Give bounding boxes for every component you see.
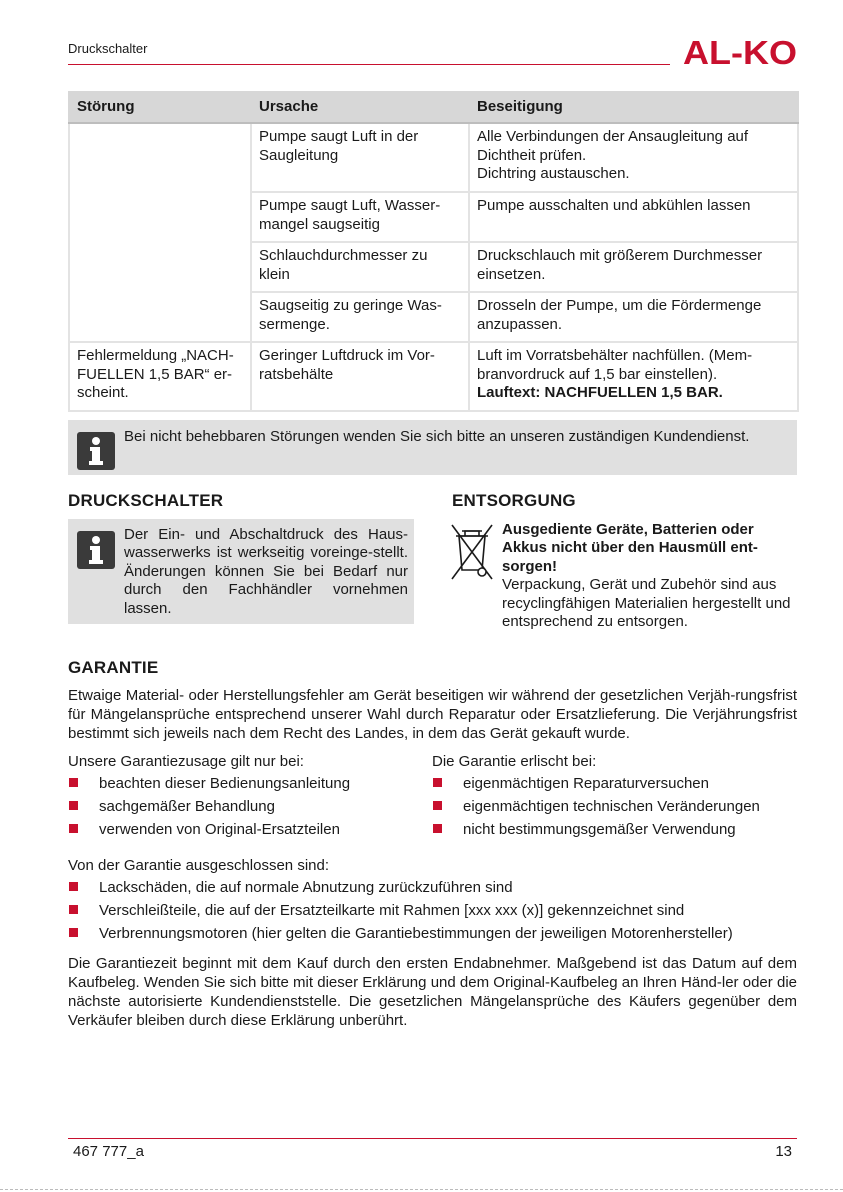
table-cell-ursache: Schlauchdurchmesser zu klein bbox=[251, 242, 469, 292]
al-ko-logo bbox=[683, 37, 797, 67]
table-cell-beseitigung: Drosseln der Pumpe, um die Fördermenge anzupassen. bbox=[469, 292, 798, 342]
page-number: 13 bbox=[775, 1143, 792, 1160]
header-title: Druckschalter bbox=[68, 41, 148, 56]
document-number: 467 777_a bbox=[73, 1143, 144, 1160]
list-item: eigenmächtigen Reparaturversuchen bbox=[432, 774, 760, 797]
disposal-text bbox=[502, 521, 798, 631]
info-icon bbox=[77, 432, 115, 470]
disposal-info: Verpackung, Gerät und Zubehör sind aus recyclingfähigen Materialien hergestellt und entsprechend zu entsorgen. bbox=[502, 576, 791, 631]
list-item: Lackschäden, die auf normale Abnutzung zurückzuführen sind bbox=[68, 878, 733, 901]
valid-list-title: Unsere Garantiezusage gilt nur bei: bbox=[68, 753, 304, 770]
disposal-warning: Ausgediente Geräte, Batterien oder Akkus nicht über den Hausmüll ent-sorgen! bbox=[502, 521, 758, 575]
list-item: sachgemäßer Behandlung bbox=[68, 797, 350, 820]
remedy-line: Luft im Vorratsbehälter nachfüllen. (Mem-branvordruck auf 1,5 bar einstellen). bbox=[477, 347, 753, 383]
garantie-closing: Die Garantiezeit beginnt mit dem Kauf durch den ersten Endabnehmer. Maßgebend ist das Datum auf dem Kaufbeleg. Wenden Sie sich bitte mit dieser Erklärung und dem Original-Kaufbeleg an Ihren Händ-ler oder die nächste autorisierte Kundendienststelle. Die gesetzlichen Mängelansprüche des Käufers gegenüber dem Verkäufer bleiben durch diese Erklärung unberührt. bbox=[68, 955, 797, 1029]
info-icon bbox=[77, 531, 115, 569]
garantie-intro: Etwaige Material- oder Herstellungsfehler am Gerät beseitigen wir während der gesetzlichen Verjäh-rungsfrist für Mängelansprüche entsprechend unserer Wahl durch Reparatur oder Ersatzlieferung. Die Verjährungsfrist bestimmt sich jeweils nach dem Recht des Landes, in dem das Gerät gekauft wurde. bbox=[68, 687, 797, 742]
table-cell-beseitigung bbox=[469, 123, 798, 192]
table-cell-ursache: Saugseitig zu geringe Was-sermenge. bbox=[251, 292, 469, 342]
void-list-title: Die Garantie erlischt bei: bbox=[432, 753, 597, 770]
logo-text: AL-KO bbox=[683, 37, 797, 67]
remedy-line: Dichtring austauschen. bbox=[477, 165, 630, 182]
crossed-bin-icon bbox=[449, 522, 495, 582]
garantie-heading: GARANTIE bbox=[68, 658, 159, 677]
list-item: verwenden von Original-Ersatzteilen bbox=[68, 820, 350, 843]
remedy-line: Alle Verbindungen der Ansaugleitung auf Dichtheit prüfen. bbox=[477, 128, 749, 164]
table-header-row bbox=[69, 92, 798, 123]
entsorgung-heading: ENTSORGUNG bbox=[452, 491, 576, 510]
header-divider bbox=[68, 64, 670, 65]
list-item: eigenmächtigen technischen Veränderungen bbox=[432, 797, 760, 820]
crop-line bbox=[0, 1189, 843, 1190]
service-info-text: Bei nicht behebbaren Störungen wenden Sie sich bitte an unseren zuständigen Kundendienst. bbox=[124, 428, 750, 445]
list-item: nicht bestimmungsgemäßer Verwendung bbox=[432, 820, 760, 843]
list-item: beachten dieser Bedienungsanleitung bbox=[68, 774, 350, 797]
table-cell-ursache: Geringer Luftdruck im Vor-ratsbehälte bbox=[251, 342, 469, 411]
column-header-ursache: Ursache bbox=[251, 92, 469, 123]
druckschalter-info-box bbox=[68, 519, 414, 624]
excluded-list bbox=[68, 878, 733, 947]
list-item: Verbrennungsmotoren (hier gelten die Garantiebestimmungen der jeweiligen Motorenhersteller) bbox=[68, 924, 733, 947]
table-row bbox=[69, 342, 798, 411]
table-cell-ursache: Pumpe saugt Luft in der Saugleitung bbox=[251, 123, 469, 192]
table-cell-ursache: Pumpe saugt Luft, Wasser-mangel saugseitig bbox=[251, 192, 469, 242]
remedy-display-text: Lauftext: NACHFUELLEN 1,5 BAR. bbox=[477, 384, 723, 401]
druckschalter-info-text: Der Ein- und Abschaltdruck des Haus-wasserwerks ist werkseitig voreinge-stellt. Änderungen können Sie bei Bedarf nur durch den Fachhändler vornehmen lassen. bbox=[124, 526, 408, 617]
valid-list bbox=[68, 774, 350, 843]
druckschalter-heading: DRUCKSCHALTER bbox=[68, 491, 224, 510]
troubleshooting-table bbox=[68, 91, 799, 412]
table-row bbox=[69, 123, 798, 192]
service-info-box bbox=[68, 420, 797, 475]
table-cell-beseitigung bbox=[469, 342, 798, 411]
table-cell-stoerung bbox=[69, 123, 251, 342]
table-cell-stoerung: Fehlermeldung „NACH-FUELLEN 1,5 BAR“ er-scheint. bbox=[69, 342, 251, 411]
footer-divider bbox=[68, 1138, 797, 1139]
table-cell-beseitigung: Druckschlauch mit größerem Durchmesser einsetzen. bbox=[469, 242, 798, 292]
column-header-beseitigung: Beseitigung bbox=[469, 92, 798, 123]
void-list bbox=[432, 774, 760, 843]
list-item: Verschleißteile, die auf der Ersatzteilkarte mit Rahmen [xxx xxx (x)] gekennzeichnet sind bbox=[68, 901, 733, 924]
column-header-stoerung: Störung bbox=[69, 92, 251, 123]
table-cell-beseitigung: Pumpe ausschalten und abkühlen lassen bbox=[469, 192, 798, 242]
excluded-list-title: Von der Garantie ausgeschlossen sind: bbox=[68, 857, 329, 874]
